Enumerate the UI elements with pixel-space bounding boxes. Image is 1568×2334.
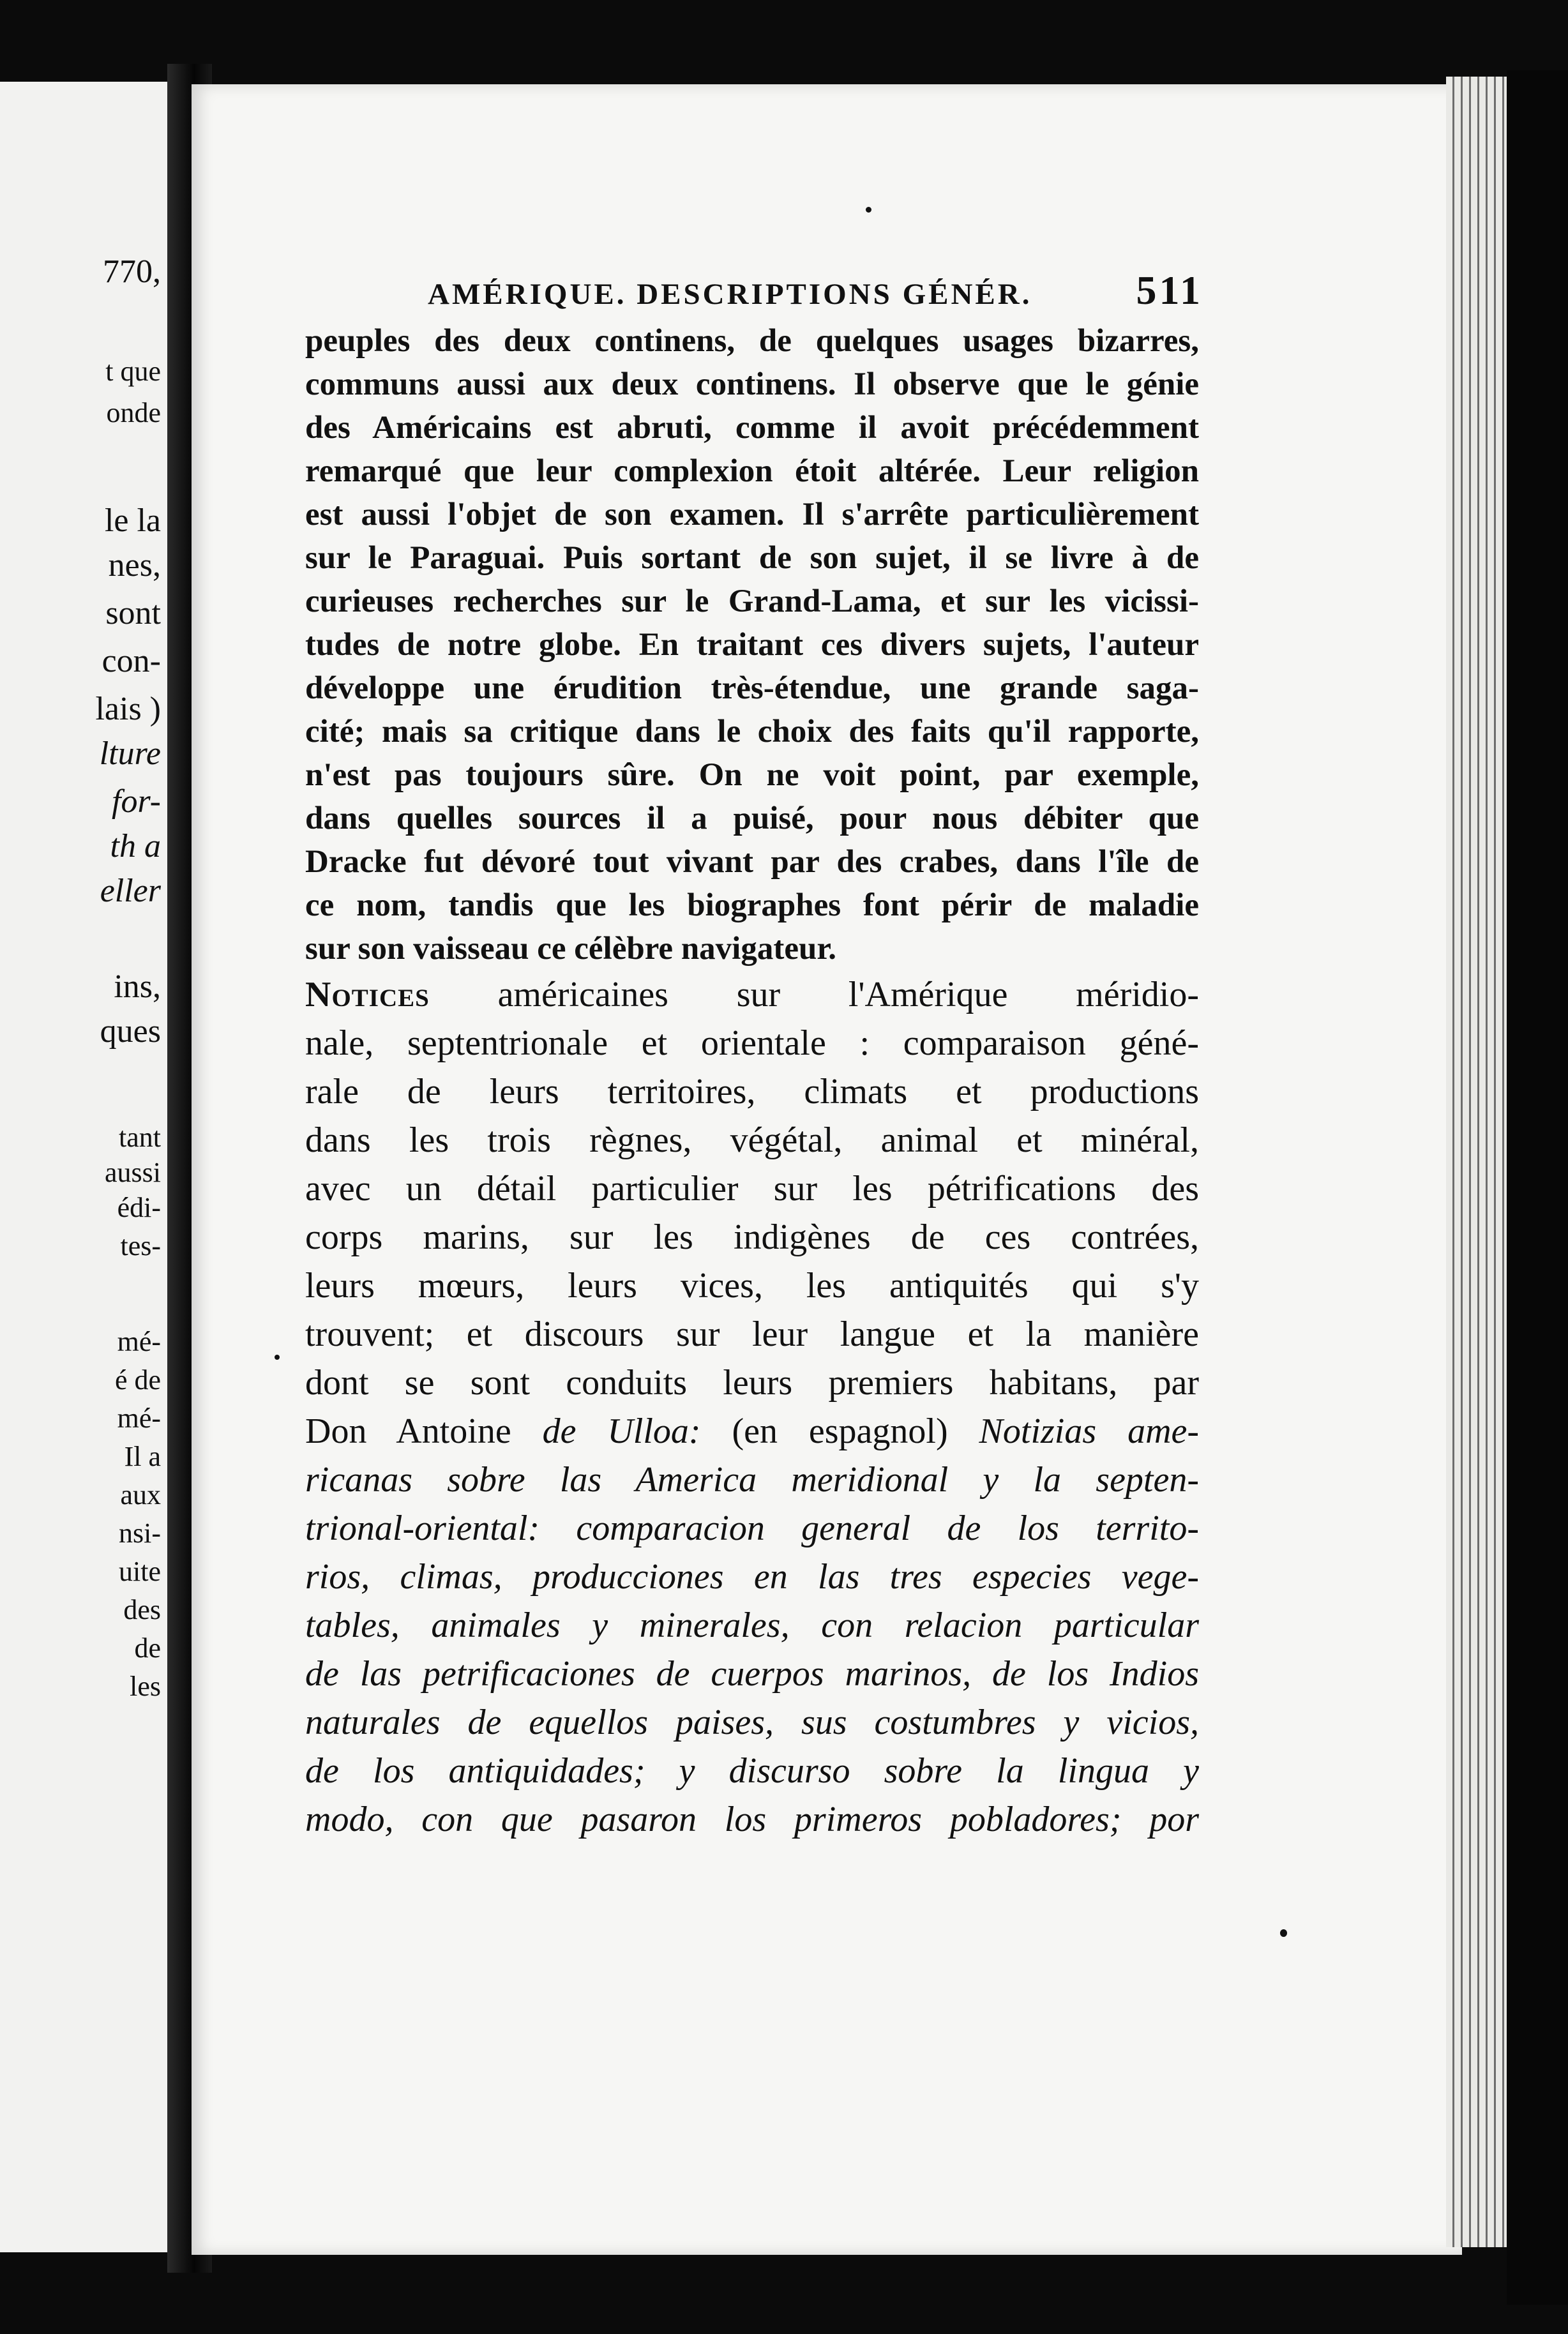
roman-lines [305,1019,1199,1407]
text-line: naturales de equellos paises, sus costumbres y vicios, [305,1703,1199,1742]
facing-page-fragment: eller [100,873,161,909]
ink-speck [1280,1929,1287,1937]
text-line: rale de leurs territoires, climats et productions [305,1072,1199,1111]
facing-page-fragment: Il a [124,1441,161,1472]
facing-page-fragment: tant [119,1122,161,1153]
text-line: développe une érudition très-étendue, une grande saga- [305,670,1199,706]
facing-page-fragment: é de [114,1364,161,1396]
facing-page-fragment: nsi- [119,1517,161,1549]
facing-page-fragment: lture [99,735,161,772]
text-line: tudes de notre globe. En traitant ces divers sujets, l'auteur [305,627,1199,663]
facing-page-fragment: lais ) [95,691,161,727]
facing-page-fragment: t que [105,356,161,387]
facing-page-fragment: aux [120,1479,161,1510]
facing-page-fragment: th a [110,828,161,864]
facing-page-fragment: les [130,1671,161,1702]
text-line: tables, animales y minerales, con relacion particular [305,1606,1199,1645]
text-line: nale, septentrionale et orientale : comparaison géné- [305,1023,1199,1063]
facing-page-fragment: tes- [120,1230,161,1261]
lead-word: Notices [305,975,430,1014]
text-line: curieuses recherches sur le Grand-Lama, et sur les vicissi- [305,584,1199,619]
facing-page-fragment: mé- [117,1403,161,1434]
text-line: Notices américaines sur l'Amérique méridio- [305,975,1199,1014]
text-line: sur son vaisseau ce célèbre navigateur. [305,931,837,967]
ink-speck [866,207,871,213]
facing-page-fragment: aussi [105,1157,161,1188]
facing-page-fragment: nes, [108,547,161,584]
text-line: cité; mais sa critique dans le choix des faits qu'il rapporte, [305,714,1199,749]
text-line: leurs mœurs, leurs vices, les antiquités qui s'y [305,1266,1199,1306]
page-number: 511 [1136,267,1203,313]
italic-lines [305,1456,1199,1844]
facing-page-fragment: le la [104,502,161,539]
text-line: trouvent; et discours sur leur langue et la manière [305,1314,1199,1354]
text-line: de las petrificaciones de cuerpos marinos, de los Indios [305,1654,1199,1694]
text-line: peuples des deux continens, de quelques usages bizarres, [305,323,1199,359]
text-line: dans quelles sources il a puisé, pour nous débiter que [305,801,1199,836]
facing-page-fragment: sont [105,595,161,631]
facing-page-fragment: uite [119,1556,161,1587]
facing-page-left [0,82,167,2252]
text-line: communs aussi aux deux continens. Il observe que le génie [305,366,1199,402]
text-line: Don Antoine de Ulloa: (en espagnol) Notizias ame- [305,1412,1200,1451]
facing-page-fragment: édi- [117,1192,161,1223]
text-line: remarqué que leur complexion étoit altérée. Leur religion [305,453,1199,489]
text-line: ricanas sobre las America meridional y la septen- [305,1460,1199,1500]
text-line: est aussi l'objet de son examen. Il s'arrête particulièrement [305,497,1199,532]
text-line: n'est pas toujours sûre. On ne voit point, par exemple, [305,757,1199,793]
text-line: trional-oriental: comparacion general de los territo- [305,1509,1199,1548]
text-line: de los antiquidades; y discurso sobre la lingua y [305,1751,1199,1791]
text-line: avec un détail particulier sur les pétrifications des [305,1169,1199,1208]
ink-speck [275,1355,280,1360]
text-line: rios, climas, producciones en las tres especies vege- [305,1557,1199,1597]
text-line: dans les trois règnes, végétal, animal et minéral, [305,1120,1199,1160]
text-line: dont se sont conduits leurs premiers habitans, par [305,1363,1199,1403]
text-line: des Américains est abruti, comme il avoit précédemment [305,410,1199,446]
running-header [306,262,1203,319]
facing-page-fragment: onde [106,397,161,428]
text-line: sur le Paraguai. Puis sortant de son sujet, il se livre à de [305,540,1199,576]
text-line: ce nom, tandis que les biographes font périr de maladie [305,887,1199,923]
facing-page-fragment: ins, [114,968,161,1005]
text-line: Dracke fut dévoré tout vivant par des crabes, dans l'île de [305,844,1199,880]
text-line: corps marins, sur les indigènes de ces contrées, [305,1217,1199,1257]
paragraph-1 [305,319,1199,970]
facing-page-fragment: for- [112,783,161,820]
page-edges [1446,77,1507,2247]
text-line: modo, con que pasaron los primeros pobladores; por [305,1800,1199,1839]
facing-page-fragment: ques [100,1013,161,1050]
facing-page-fragment: con- [102,643,161,679]
facing-page-fragment: des [123,1594,161,1625]
background-edge [1507,70,1568,2305]
running-title: AMÉRIQUE. DESCRIPTIONS GÉNÉR. [428,278,1032,311]
facing-page-fragment: 770, [103,253,161,290]
paragraph-2 [305,970,1199,1844]
facing-page-fragment: de [134,1632,161,1664]
facing-page-fragment: mé- [117,1326,161,1357]
